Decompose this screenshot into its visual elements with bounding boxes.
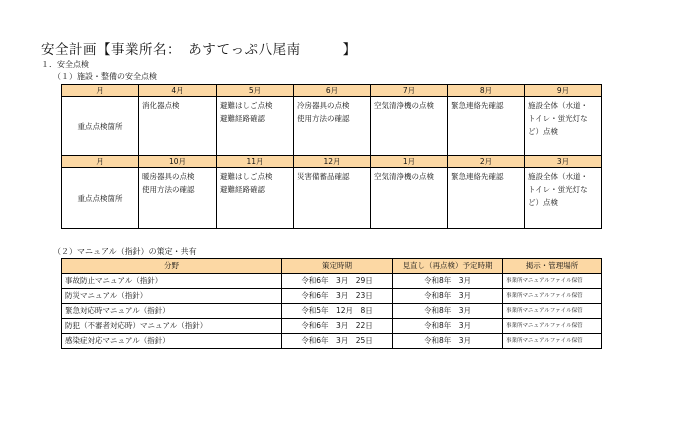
inspection-item: トイレ・蛍光灯な [528, 185, 588, 194]
inspection-item: 災害備蓄品確認 [297, 172, 350, 181]
month-cell: 1月 [371, 156, 448, 168]
manual-location: 事業所マニュアルファイル保管 [503, 319, 602, 334]
manuals-table [61, 258, 602, 349]
column-header-location: 掲示・管理場所 [503, 259, 602, 274]
section-heading: １．安全点検 [41, 60, 89, 69]
manuals-header-row [62, 259, 602, 274]
table-row [62, 319, 602, 334]
inspection-cell [525, 168, 602, 229]
table-row [62, 334, 602, 349]
inspection-item: 緊急連絡先確認 [451, 101, 504, 110]
month-cell: 8月 [448, 85, 525, 97]
month-cell: 3月 [525, 156, 602, 168]
column-header-field: 分野 [62, 259, 282, 274]
inspection-item: 消化器点検 [142, 101, 180, 110]
month-cell: 10月 [139, 156, 217, 168]
schedule-body-row-first-half [62, 97, 602, 156]
table-row [62, 289, 602, 304]
inspection-item: ど）点検 [528, 198, 558, 207]
inspection-item: 空気清浄機の点検 [374, 172, 434, 181]
inspection-item: ど）点検 [528, 127, 558, 136]
manual-location: 事業所マニュアルファイル保管 [503, 304, 602, 319]
inspection-cell [294, 97, 371, 156]
inspection-item: 施設全体（水道・ [528, 101, 588, 110]
manual-field: 感染症対応マニュアル（指針） [62, 334, 282, 349]
schedule-body-row-second-half [62, 168, 602, 229]
manual-review-date: 令和8年 3月 [393, 304, 503, 319]
inspection-item: トイレ・蛍光灯な [528, 114, 588, 123]
manual-created-date: 令和6年 3月 23日 [282, 289, 393, 304]
inspection-item: 避難はしご点検 [220, 172, 273, 181]
table-row [62, 274, 602, 289]
inspection-item: 使用方法の確認 [142, 185, 195, 194]
row-label-inspection-points: 重点点検箇所 [62, 168, 139, 229]
subsection-heading-manuals: （２）マニュアル（指針）の策定・共有 [53, 247, 197, 256]
inspection-item: 施設全体（水道・ [528, 172, 588, 181]
inspection-item: 使用方法の確認 [297, 114, 350, 123]
table-row [62, 304, 602, 319]
column-header-created: 策定時期 [282, 259, 393, 274]
inspection-item: 暖房器具の点検 [142, 172, 195, 181]
inspection-cell [294, 168, 371, 229]
inspection-cell [371, 97, 448, 156]
inspection-item: 避難経路確認 [220, 185, 265, 194]
schedule-header-row-first-half [62, 85, 602, 97]
inspection-cell [217, 168, 294, 229]
manual-review-date: 令和8年 3月 [393, 274, 503, 289]
month-cell: 6月 [294, 85, 371, 97]
schedule-header-row-second-half [62, 156, 602, 168]
month-cell: 7月 [371, 85, 448, 97]
month-cell: 9月 [525, 85, 602, 97]
manual-created-date: 令和6年 3月 22日 [282, 319, 393, 334]
column-header-review: 見直し（再点検）予定時期 [393, 259, 503, 274]
row-label-inspection-points: 重点点検箇所 [62, 97, 139, 156]
manual-review-date: 令和8年 3月 [393, 289, 503, 304]
inspection-cell [371, 168, 448, 229]
manual-field: 緊急対応時マニュアル（指針） [62, 304, 282, 319]
subsection-heading-facility: （１）施設・整備の安全点検 [53, 72, 157, 81]
manual-review-date: 令和8年 3月 [393, 334, 503, 349]
month-header: 月 [62, 156, 139, 168]
month-cell: 11月 [217, 156, 294, 168]
inspection-item: 緊急連絡先確認 [451, 172, 504, 181]
inspection-cell [139, 97, 217, 156]
month-cell: 4月 [139, 85, 217, 97]
manual-location: 事業所マニュアルファイル保管 [503, 289, 602, 304]
month-cell: 12月 [294, 156, 371, 168]
manual-field: 防災マニュアル（指針） [62, 289, 282, 304]
manual-location: 事業所マニュアルファイル保管 [503, 274, 602, 289]
inspection-item: 冷房器具の点検 [297, 101, 350, 110]
inspection-cell [139, 168, 217, 229]
manual-review-date: 令和8年 3月 [393, 319, 503, 334]
inspection-cell [217, 97, 294, 156]
month-cell: 5月 [217, 85, 294, 97]
page-title: 安全計画【事業所名： あすてっぷ八尾南 】 [41, 42, 357, 58]
manual-created-date: 令和6年 3月 29日 [282, 274, 393, 289]
month-header: 月 [62, 85, 139, 97]
manual-created-date: 令和6年 3月 25日 [282, 334, 393, 349]
inspection-cell [448, 168, 525, 229]
inspection-item: 空気清浄機の点検 [374, 101, 434, 110]
inspection-item: 避難経路確認 [220, 114, 265, 123]
inspection-schedule-table [61, 84, 602, 229]
month-cell: 2月 [448, 156, 525, 168]
manual-created-date: 令和5年 12月 8日 [282, 304, 393, 319]
inspection-cell [525, 97, 602, 156]
inspection-cell [448, 97, 525, 156]
manual-field: 事故防止マニュアル（指針） [62, 274, 282, 289]
manual-field: 防犯（不審者対応時）マニュアル（指針） [62, 319, 282, 334]
inspection-item: 避難はしご点検 [220, 101, 273, 110]
manual-location: 事業所マニュアルファイル保管 [503, 334, 602, 349]
